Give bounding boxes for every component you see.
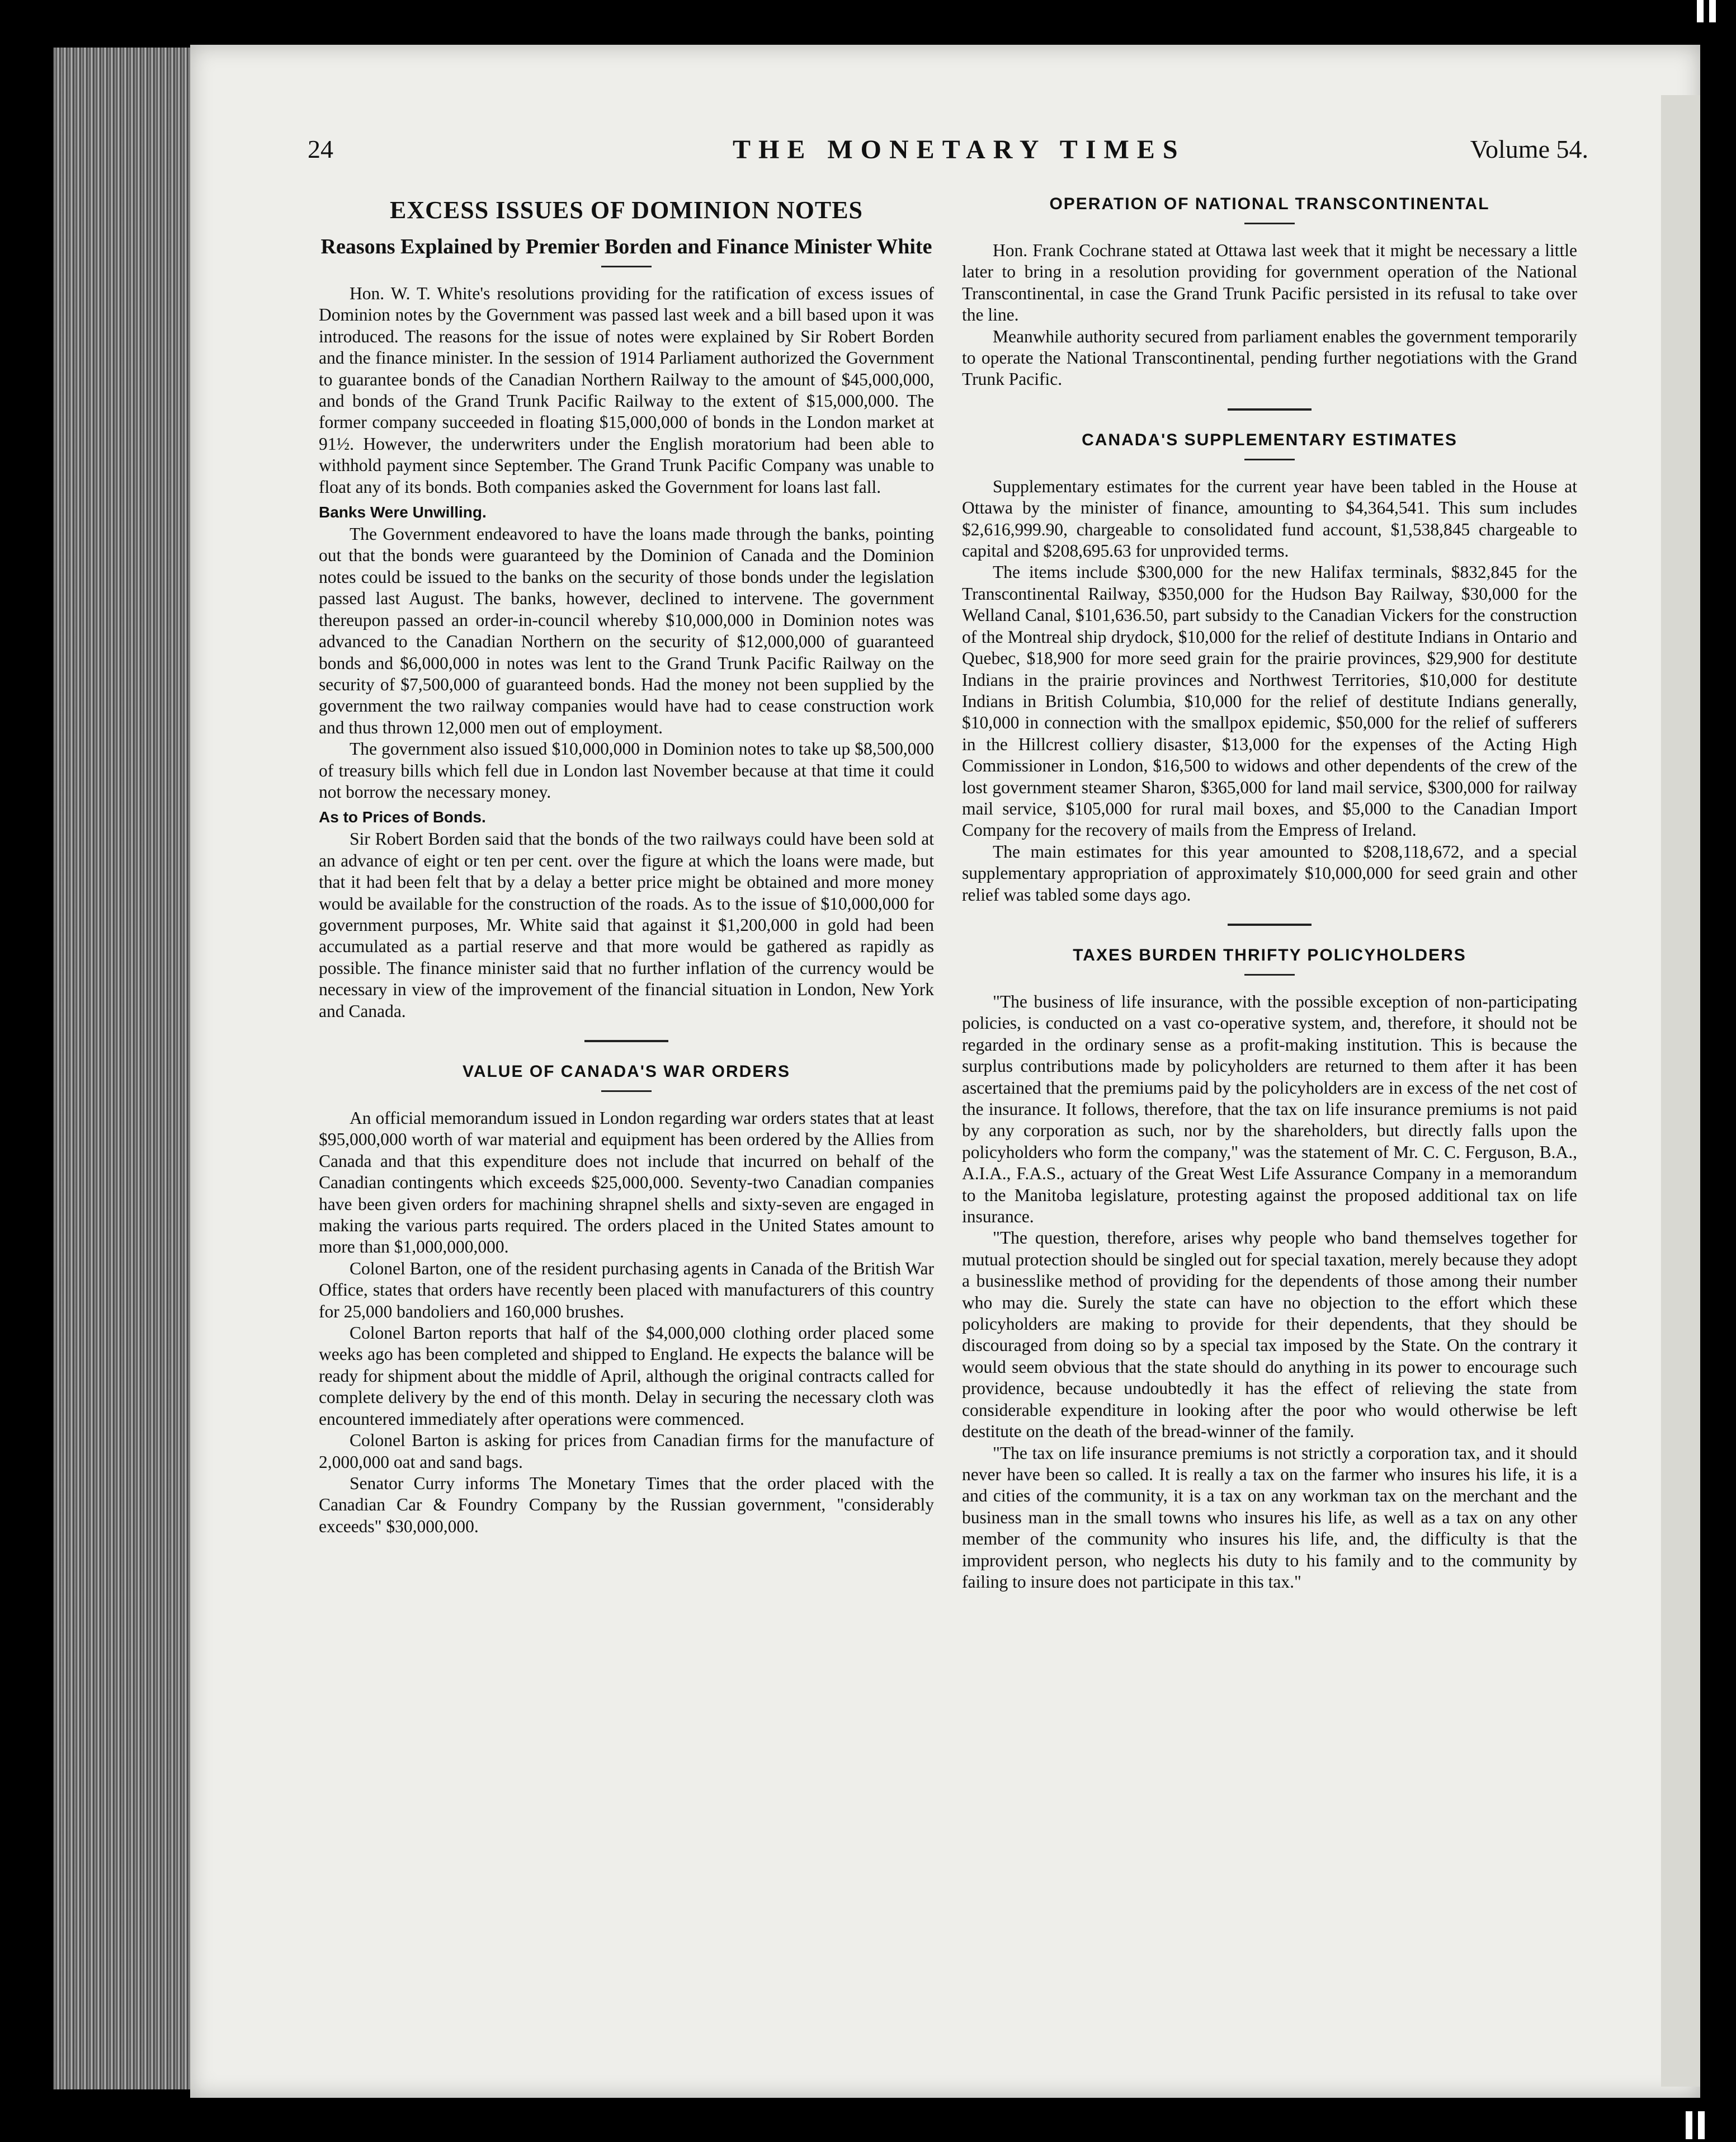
book-page-edges: [53, 48, 204, 2089]
paragraph: Colonel Barton, one of the resident purchasing agents in Canada of the British War Office, states that orders have recently been placed with manufacturers of this country for 25,000 bandoliers and 160,000 brushes.: [319, 1258, 934, 1321]
article-title: VALUE OF CANADA'S WAR ORDERS: [463, 1062, 790, 1081]
paragraph: Sir Robert Borden said that the bonds of the two railways could have been sold at an advance of eight or ten per cent. over the figure at which the loans were made, but that it had been felt that by a delay a better price might be obtained and more money would be available for the construction of the roads. As to the issue of $10,000,000 for government purposes, Mr. White said that against it $1,200,000 in gold had been accumulated as a partial reserve and that more would be gathered as rapidly as possible. The finance minister said that no further inflation of the currency would be necessary in view of the improvement of the financial situation in London, New York and Canada.: [319, 829, 934, 1021]
divider: [601, 266, 652, 267]
journal-title: THE MONETARY TIMES: [733, 135, 1186, 164]
paragraph: The government also issued $10,000,000 in Dominion notes to take up $8,500,000 of treasury bills which fell due in London last November because at that time it could not borrow the necessary money.: [319, 739, 934, 802]
divider: [1228, 924, 1312, 926]
paragraph: Colonel Barton reports that half of the $4,000,000 clothing order placed some weeks ago has been completed and shipped to England. He expects the balance will be ready for shipment about the middle of April, although the original contracts called for complete delivery by the end of this month. Delay in securing the necessary cloth was encountered immediately after operations were commenced.: [319, 1323, 934, 1429]
divider: [1244, 974, 1295, 976]
page-number: 24: [308, 135, 333, 163]
paragraph: An official memorandum issued in London regarding war orders states that at least $95,000,000 worth of war material and equipment has been ordered by the Allies from Canada and that this expenditure does not include that incurred on behalf of the Canadian contingents which exceeds $25,000,000. Seventy-two Canadian companies have been given orders for machining shrapnel shells and sixty-seven are engaged in making the various parts required. The orders placed in the United States amount to more than $1,000,000,000.: [319, 1108, 934, 1257]
article-transcontinental: [962, 195, 1577, 390]
film-marks-top: [1691, 0, 1725, 22]
volume-label: Volume 54.: [1470, 135, 1588, 163]
paragraph: Supplementary estimates for the current year have been tabled in the House at Ottawa by the minister of finance, amounting to $4,364,541. This sum includes $2,616,999.90, chargeable to consolidated fund account, $1,538,845 chargeable to capital and $208,695.63 for unprovided terms.: [962, 476, 1577, 561]
divider: [584, 1040, 668, 1042]
paragraph: Hon. Frank Cochrane stated at Ottawa last week that it might be necessary a little later to bring in a resolution providing for government operation of the National Transcontinental, in case the Grand Trunk Pacific persisted in its refusal to take over the line.: [962, 241, 1577, 325]
paragraph: The main estimates for this year amounted to $208,118,672, and a special supplementary appropriation of approximately $10,000,000 for seed grain and other relief was tabled some days ago.: [962, 841, 1577, 905]
section-heading: Banks Were Unwilling.: [319, 503, 487, 521]
film-marks-bottom: [1680, 2111, 1725, 2139]
section-heading: As to Prices of Bonds.: [319, 808, 486, 826]
divider: [1244, 459, 1295, 460]
article-title: EXCESS ISSUES OF DOMINION NOTES: [389, 196, 864, 224]
paragraph: "The question, therefore, arises why people who band themselves together for mutual protection should be singled out for special taxation, merely because they adopt a businesslike method of providing for the dependents of those among their number who may die. Surely the state can have no objection to the effort which these policyholders are making to provide for their dependents, that they should be discouraged from doing so by a special tax imposed by the State. On the contrary it would seem obvious that the state should do anything in its power to encourage such providence, because undoubtedly it has the effect of relieving the state from considerable expenditure in looking after the poor who would otherwise be left destitute on the death of the bread-winner of the family.: [962, 1228, 1577, 1442]
page-header: [308, 134, 1588, 179]
paragraph: Senator Curry informs The Monetary Times that the order placed with the Canadian Car & Foundry Company by the Russian government, "considerably exceeds" $30,000,000.: [319, 1473, 934, 1536]
article-title: CANADA'S SUPPLEMENTARY ESTIMATES: [1082, 430, 1457, 449]
article-title: OPERATION OF NATIONAL TRANSCONTINENTAL: [1049, 195, 1490, 213]
divider: [1244, 223, 1295, 224]
paragraph: Meanwhile authority secured from parliament enables the government temporarily to operate the National Transcontinental, pending further negotiations with the Grand Trunk Pacific.: [962, 326, 1577, 389]
paragraph: Hon. W. T. White's resolutions providing for the ratification of excess issues of Dominion notes by the Government was passed last week and a bill based upon it was introduced. The reasons for the issue of notes were explained by Sir Robert Borden and the finance minister. In the session of 1914 Parliament authorized the Government to guarantee bonds of the Canadian Northern Railway to the amount of $45,000,000, and bonds of the Grand Trunk Pacific Railway to the extent of $15,000,000. The former company succeeded in floating $15,000,000 of bonds in the London market at 91½. However, the underwriters under the English moratorium had been able to withhold payment since September. The Grand Trunk Pacific Company was unable to float any of its bonds. Both companies asked the Government for loans last fall.: [319, 284, 934, 497]
article-policyholders: [962, 946, 1577, 1593]
left-column: [319, 190, 934, 1537]
article-excess-issues: [319, 196, 934, 1022]
paragraph: The Government endeavored to have the loans made through the banks, pointing out that the bonds were guaranteed by the Dominion of Canada and the Dominion notes could be issued to the banks on the security of those bonds under the legislation passed last August. The banks, however, declined to intervene. The government thereupon passed an order-in-council whereby $10,000,000 in Dominion notes was advanced to the Canadian Northern on the security of $12,000,000 of guaranteed bonds and $6,000,000 in notes was lent to the Grand Trunk Pacific Railway on the security of $7,500,000 of guaranteed bonds. Had the money not been supplied by the government the two railway companies would have had to cease construction work and thus thrown 12,000 men out of employment.: [319, 524, 934, 737]
paragraph: Colonel Barton is asking for prices from Canadian firms for the manufacture of 2,000,000 oat and sand bags.: [319, 1430, 934, 1472]
article-subtitle: Reasons Explained by Premier Borden and Finance Minister White: [320, 235, 932, 258]
right-column: [962, 190, 1577, 1593]
divider: [601, 1090, 652, 1092]
paragraph: The items include $300,000 for the new Halifax terminals, $832,845 for the Transcontinental Railway, $350,000 for the Hudson Bay Railway, $30,000 for the Welland Canal, $101,636.50, part subsidy to the Canadian Vickers for the construction of the Montreal ship drydock, $10,000 for the relief of destitute Indians in Ontario and Quebec, $18,900 for more seed grain for the prairie provinces, $29,900 for destitute Indians in the prairie provinces and Northwest Territories, $10,000 for destitute Indians in British Columbia, $10,000 for the relief of destitute Indians generally, $10,000 in connection with the smallpox epidemic, $50,000 for the relief of sufferers in the Hillcrest colliery disaster, $13,000 for the expenses of the Acting High Commissioner in London, $16,500 to widows and other dependents of the crew of the lost government steamer Sharon, $365,000 for land mail service, $300,000 for railway mail service, $105,000 for rural mail boxes, and $5,000 to the Canadian Import Company for the recovery of mails from the Empress of Ireland.: [962, 562, 1577, 840]
divider: [1228, 408, 1312, 411]
facing-page-edge: [1661, 95, 1700, 2087]
article-title: TAXES BURDEN THRIFTY POLICYHOLDERS: [1073, 945, 1466, 964]
paragraph: "The business of life insurance, with the possible exception of non-participating policies, is conducted on a vast co-operative system, and, therefore, it should not be regarded in the ordinary sense as a profit-making institution. This is because the surplus contributions made by policyholders are returned to them after it has been ascertained that the premiums paid by the policyholders are in excess of the net cost of the insurance. It follows, therefore, that the tax on life insurance premiums is not paid by any corporation as such, nor by the shareholders, but directly falls upon the policyholders who form the company," was the statement of Mr. C. C. Ferguson, B.A., A.I.A., F.A.S., actuary of the Great West Life Assurance Company in a memorandum to the Manitoba legislature, protesting against the proposed additional tax on life insurance.: [962, 991, 1577, 1227]
article-supplementary-estimates: [962, 431, 1577, 906]
newspaper-page: [190, 45, 1700, 2098]
paragraph: "The tax on life insurance premiums is not strictly a corporation tax, and it should never have been so called. It is really a tax on the farmer who insures his life, it is a and cities of the community, it is a tax on any workman tax on the merchant and the business man in the small towns who insures his life, as well as a tax on any other member of the community who insures his life, and, the difficulty is that the improvident person, who neglects his duty to his family and to the community by failing to insure does not participate in this tax.": [962, 1443, 1577, 1592]
article-war-orders: [319, 1062, 934, 1537]
